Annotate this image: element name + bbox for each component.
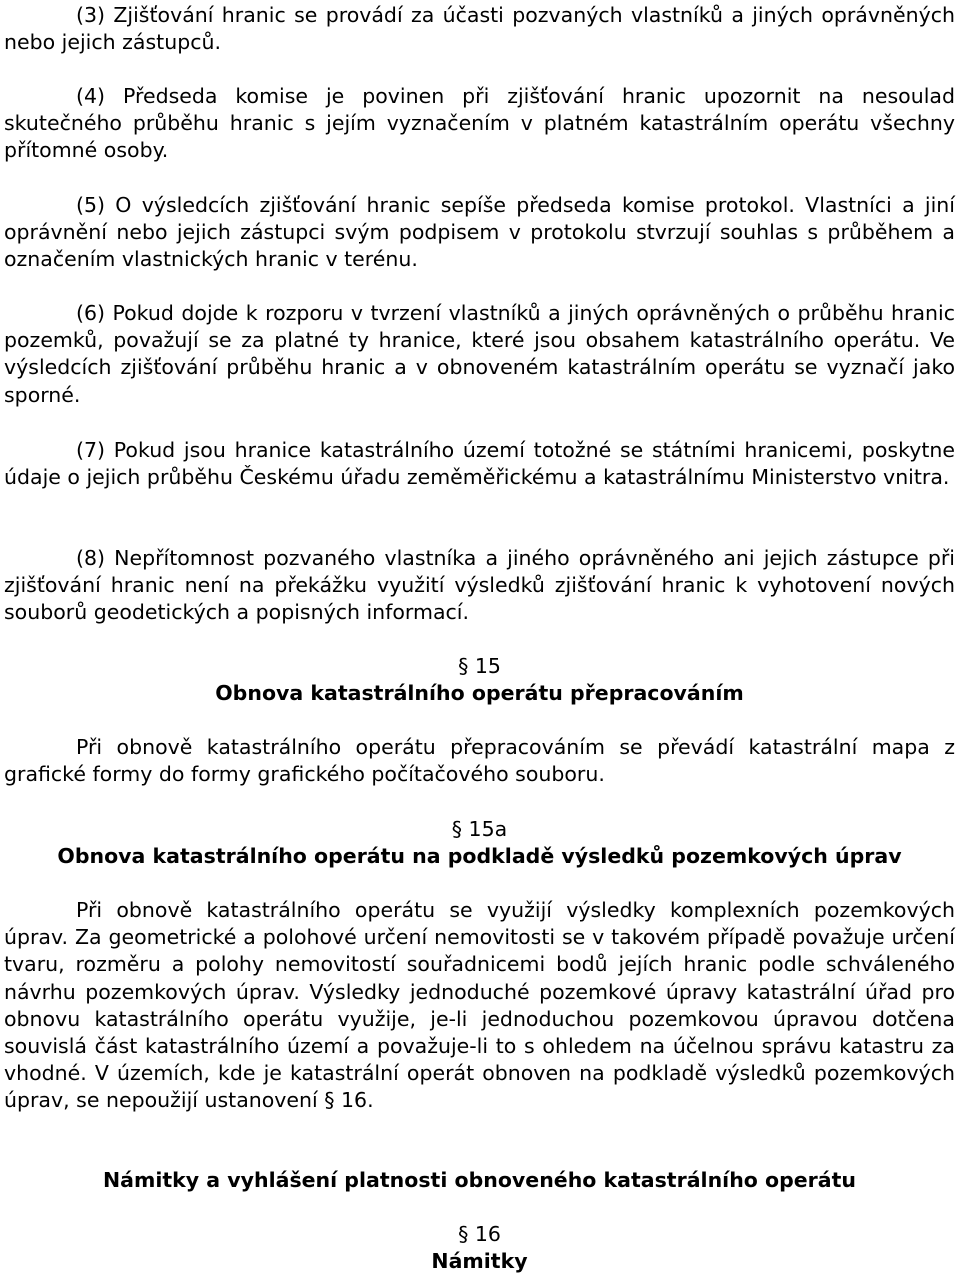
part-heading: Námitky a vyhlášení platnosti obnoveného katastrálního operátu	[102, 1168, 857, 1192]
section-15-text: Při obnově katastrálního operátu přepracováním se převádí katastrální mapa z grafické formy do formy grafického počítačového souboru.	[4, 735, 955, 787]
paragraph-3: (3) Zjišťování hranic se provádí za účasti pozvaných vlastníků a jiných oprávněných nebo jejich zástupců.	[4, 3, 955, 55]
paragraph-4: (4) Předseda komise je povinen při zjišťování hranic upozornit na nesoulad skutečného průběhu hranic s jejím vyznačením v platném katastrálním operátu všechny přítomné osoby.	[4, 84, 955, 163]
section-15a-number: § 15a	[451, 817, 508, 841]
section-15-title: Obnova katastrálního operátu přepracováním	[215, 681, 744, 705]
section-15-number: § 15	[458, 654, 501, 678]
section-16-number: § 16	[458, 1222, 501, 1246]
paragraph-7: (7) Pokud jsou hranice katastrálního území totožné se státními hranicemi, poskytne údaje o jejich průběhu Českému úřadu zeměměřickému a katastrálnímu Ministerstvo vnitra.	[4, 438, 955, 490]
section-15a-text: Při obnově katastrálního operátu se využijí výsledky komplexních pozemkových úprav. Za geometrické a polohové určení nemovitosti se v takovém případě považuje určení tvaru, rozměru a polohy nemovitostí souřadnicemi bodů jejích hranic podle schváleného návrhu pozemkových úprav. Výsledky jednoduché pozemkové úpravy katastrální úřad pro obnovu katastrálního operátu využije, je-li jednoduchou pozemkovou úpravou dotčena souvislá část katastrálního území a považuje-li to s ohledem na účelnou správu katastru za vhodné. V územích, kde je katastrální operát obnoven na podkladě výsledků pozemkových úprav, se nepoužijí ustanovení § 16.	[4, 898, 955, 1113]
paragraph-6: (6) Pokud dojde k rozporu v tvrzení vlastníků a jiných oprávněných o průběhu hranic pozemků, považují se za platné ty hranice, které jsou obsahem katastrálního operátu. Ve výsledcích zjišťování průběhu hranic a v obnoveném katastrálním operátu se vyznačí jako sporné.	[4, 301, 955, 407]
section-16-title: Námitky	[431, 1249, 528, 1273]
paragraph-8: (8) Nepřítomnost pozvaného vlastníka a jiného oprávněného ani jejich zástupce při zjišťování hranic není na překážku využití výsledků zjišťování hranic k vyhotovení nových souborů geodetických a popisných informací.	[4, 546, 955, 625]
section-15a-title: Obnova katastrálního operátu na podkladě výsledků pozemkových úprav	[57, 844, 902, 868]
paragraph-5: (5) O výsledcích zjišťování hranic sepíše předseda komise protokol. Vlastníci a jiní oprávnění nebo jejich zástupci svým podpisem v protokolu stvrzují souhlas s průběhem a označením vlastnických hranic v terénu.	[4, 193, 955, 272]
